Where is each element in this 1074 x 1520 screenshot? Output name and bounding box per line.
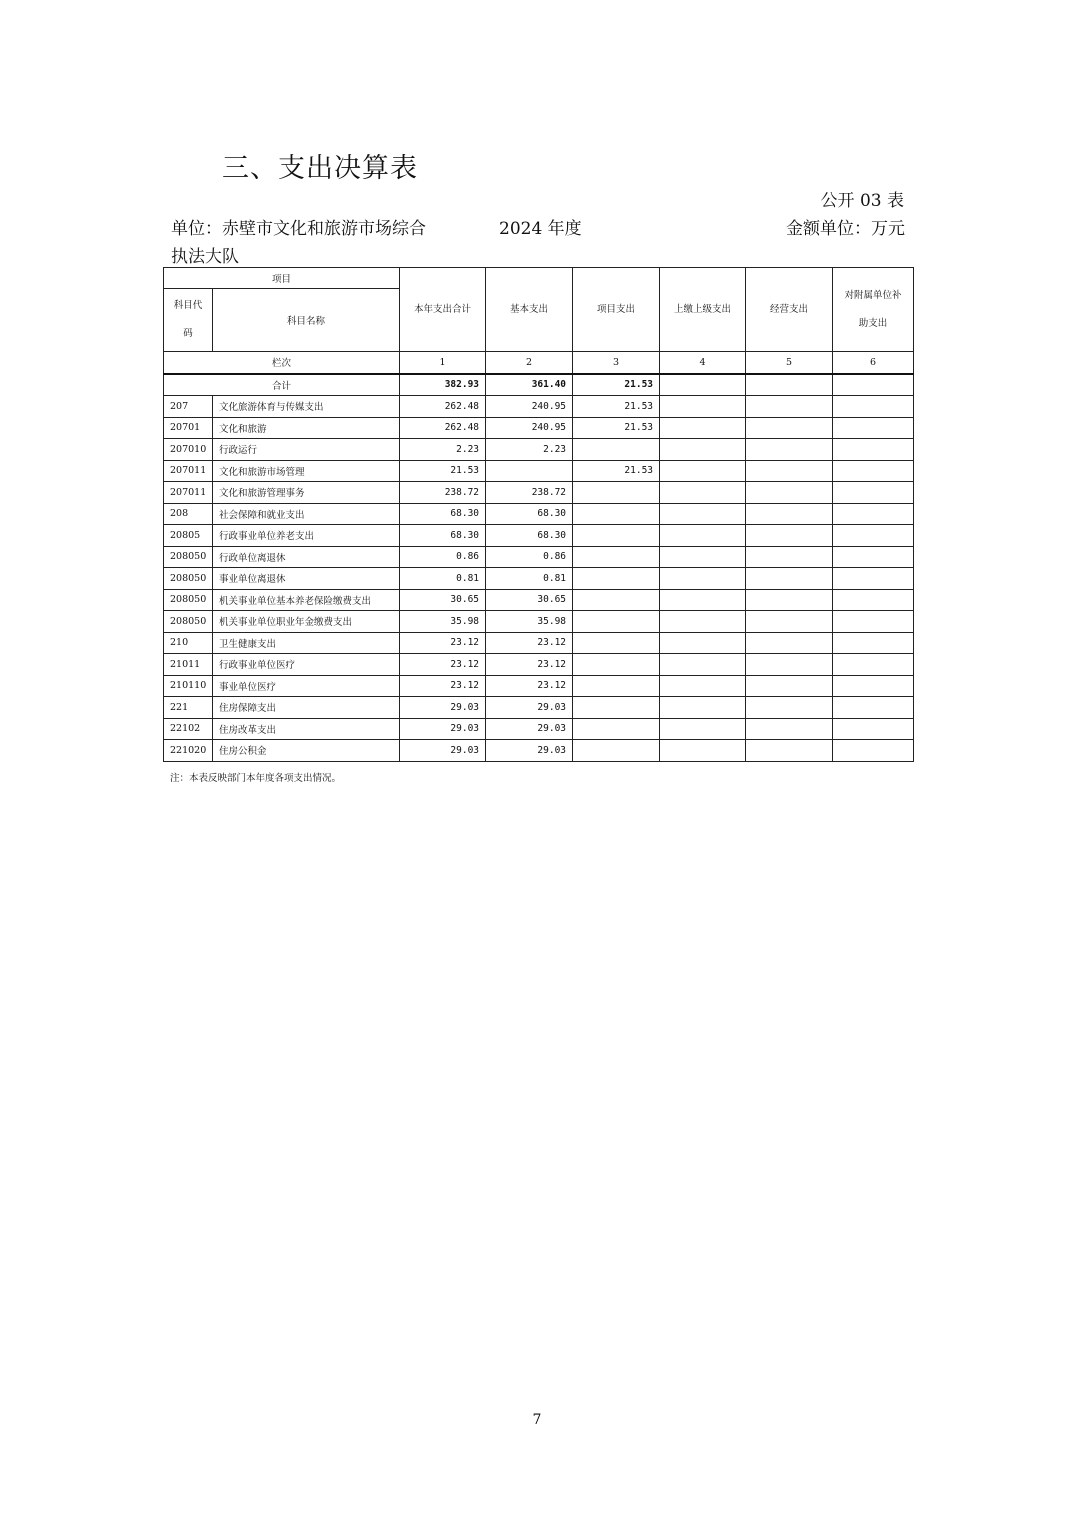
row-basic: 240.95: [486, 396, 573, 418]
row-subsidy: [833, 654, 914, 676]
row-subsidy: [833, 568, 914, 590]
header-upper-payment: 上缴上级支出: [660, 268, 746, 352]
table-row: [164, 417, 914, 439]
table-row: [164, 546, 914, 568]
row-subsidy: [833, 611, 914, 633]
row-business: [746, 482, 833, 504]
row-project: [573, 503, 660, 525]
row-upper: [660, 482, 746, 504]
column-number-3: 3: [573, 352, 660, 374]
header-total: 本年支出合计: [400, 268, 486, 352]
row-basic: 240.95: [486, 417, 573, 439]
row-code: 207011: [164, 482, 213, 504]
header-project: 项目: [164, 268, 400, 289]
row-upper: [660, 654, 746, 676]
row-upper: [660, 568, 746, 590]
row-name: 机关事业单位基本养老保险缴费支出: [213, 589, 400, 611]
row-total: 30.65: [400, 589, 486, 611]
row-name: 行政单位离退休: [213, 546, 400, 568]
row-total: 23.12: [400, 654, 486, 676]
row-upper: [660, 718, 746, 740]
row-total: 262.48: [400, 396, 486, 418]
row-project: 21.53: [573, 460, 660, 482]
table-row: [164, 654, 914, 676]
row-upper: [660, 546, 746, 568]
column-label: 栏次: [164, 352, 400, 374]
total-row: [164, 374, 914, 396]
table-note: 注：本表反映部门本年度各项支出情况。: [170, 773, 342, 784]
total-amount: 382.93: [400, 374, 486, 396]
row-total: 0.86: [400, 546, 486, 568]
row-name: 住房公积金: [213, 740, 400, 762]
row-code: 207010: [164, 439, 213, 461]
table-row: [164, 460, 914, 482]
header-name: 科目名称: [213, 289, 400, 352]
total-subsidy: [833, 374, 914, 396]
row-total: 21.53: [400, 460, 486, 482]
row-total: 2.23: [400, 439, 486, 461]
row-business: [746, 718, 833, 740]
row-basic: 0.86: [486, 546, 573, 568]
row-total: 68.30: [400, 525, 486, 547]
total-basic: 361.40: [486, 374, 573, 396]
table-row: [164, 503, 914, 525]
row-name: 行政事业单位医疗: [213, 654, 400, 676]
row-upper: [660, 396, 746, 418]
row-basic: 0.81: [486, 568, 573, 590]
row-business: [746, 417, 833, 439]
table-row: [164, 396, 914, 418]
row-upper: [660, 632, 746, 654]
row-name: 社会保障和就业支出: [213, 503, 400, 525]
row-basic: [486, 460, 573, 482]
unit-name: 单位：赤壁市文化和旅游市场综合: [171, 219, 426, 239]
row-project: [573, 654, 660, 676]
column-number-5: 5: [746, 352, 833, 374]
row-upper: [660, 675, 746, 697]
table-row: [164, 482, 914, 504]
table-row: [164, 568, 914, 590]
row-project: [573, 675, 660, 697]
row-business: [746, 546, 833, 568]
row-project: [573, 718, 660, 740]
table-row: [164, 697, 914, 719]
row-subsidy: [833, 417, 914, 439]
header-subsidy: 对附属单位补助支出: [833, 268, 914, 352]
row-basic: 23.12: [486, 632, 573, 654]
row-basic: 23.12: [486, 654, 573, 676]
header-code: 科目代码: [164, 289, 213, 352]
row-name: 事业单位离退休: [213, 568, 400, 590]
row-total: 29.03: [400, 718, 486, 740]
row-business: [746, 568, 833, 590]
row-business: [746, 396, 833, 418]
row-basic: 2.23: [486, 439, 573, 461]
row-subsidy: [833, 718, 914, 740]
header-basic: 基本支出: [486, 268, 573, 352]
row-basic: 23.12: [486, 675, 573, 697]
row-code: 21011: [164, 654, 213, 676]
row-code: 221: [164, 697, 213, 719]
row-basic: 238.72: [486, 482, 573, 504]
row-basic: 29.03: [486, 697, 573, 719]
row-subsidy: [833, 460, 914, 482]
row-total: 68.30: [400, 503, 486, 525]
row-code: 221020: [164, 740, 213, 762]
column-number-2: 2: [486, 352, 573, 374]
row-total: 29.03: [400, 697, 486, 719]
row-upper: [660, 525, 746, 547]
row-project: [573, 589, 660, 611]
row-code: 210: [164, 632, 213, 654]
row-project: [573, 546, 660, 568]
header-row-project: [164, 268, 914, 289]
form-number: 公开 03 表: [820, 191, 904, 211]
row-subsidy: [833, 439, 914, 461]
table-row: [164, 632, 914, 654]
row-project: [573, 697, 660, 719]
row-subsidy: [833, 503, 914, 525]
row-upper: [660, 740, 746, 762]
row-total: 23.12: [400, 675, 486, 697]
row-code: 22102: [164, 718, 213, 740]
row-upper: [660, 589, 746, 611]
total-label: 合计: [164, 374, 400, 396]
row-business: [746, 589, 833, 611]
row-project: 21.53: [573, 417, 660, 439]
row-name: 文化旅游体育与传媒支出: [213, 396, 400, 418]
row-name: 住房改革支出: [213, 718, 400, 740]
row-code: 208050: [164, 568, 213, 590]
row-name: 事业单位医疗: [213, 675, 400, 697]
row-subsidy: [833, 697, 914, 719]
column-number-row: [164, 352, 914, 374]
column-number-4: 4: [660, 352, 746, 374]
table-row: [164, 611, 914, 633]
column-number-1: 1: [400, 352, 486, 374]
row-basic: 29.03: [486, 718, 573, 740]
row-subsidy: [833, 589, 914, 611]
row-total: 23.12: [400, 632, 486, 654]
table-row: [164, 718, 914, 740]
row-total: 35.98: [400, 611, 486, 633]
row-business: [746, 697, 833, 719]
row-basic: 29.03: [486, 740, 573, 762]
row-upper: [660, 697, 746, 719]
row-code: 20701: [164, 417, 213, 439]
column-number-6: 6: [833, 352, 914, 374]
row-name: 文化和旅游管理事务: [213, 482, 400, 504]
row-basic: 68.30: [486, 525, 573, 547]
row-subsidy: [833, 482, 914, 504]
row-name: 住房保障支出: [213, 697, 400, 719]
row-code: 210110: [164, 675, 213, 697]
row-subsidy: [833, 675, 914, 697]
table-row: [164, 525, 914, 547]
row-business: [746, 460, 833, 482]
total-upper: [660, 374, 746, 396]
row-upper: [660, 417, 746, 439]
row-subsidy: [833, 546, 914, 568]
row-project: [573, 482, 660, 504]
row-subsidy: [833, 740, 914, 762]
table-row: [164, 740, 914, 762]
row-total: 262.48: [400, 417, 486, 439]
row-project: [573, 568, 660, 590]
row-project: [573, 740, 660, 762]
row-name: 机关事业单位职业年金缴费支出: [213, 611, 400, 633]
row-business: [746, 439, 833, 461]
row-subsidy: [833, 632, 914, 654]
row-basic: 30.65: [486, 589, 573, 611]
row-business: [746, 503, 833, 525]
row-code: 207011: [164, 460, 213, 482]
row-name: 文化和旅游: [213, 417, 400, 439]
fiscal-year: 2024 年度: [499, 219, 582, 239]
money-unit: 金额单位：万元: [786, 219, 905, 239]
row-business: [746, 654, 833, 676]
row-name: 卫生健康支出: [213, 632, 400, 654]
row-project: [573, 525, 660, 547]
page-number: 7: [532, 1412, 542, 1428]
row-business: [746, 611, 833, 633]
row-project: 21.53: [573, 396, 660, 418]
row-subsidy: [833, 396, 914, 418]
row-project: [573, 439, 660, 461]
unit-name-continued: 执法大队: [171, 247, 239, 267]
row-name: 文化和旅游市场管理: [213, 460, 400, 482]
row-code: 207: [164, 396, 213, 418]
total-business: [746, 374, 833, 396]
page-title: 三、支出决算表: [222, 153, 418, 184]
row-upper: [660, 503, 746, 525]
row-name: 行政运行: [213, 439, 400, 461]
total-project: 21.53: [573, 374, 660, 396]
row-subsidy: [833, 525, 914, 547]
table-row: [164, 675, 914, 697]
row-project: [573, 611, 660, 633]
row-business: [746, 632, 833, 654]
row-code: 208050: [164, 589, 213, 611]
table-row: [164, 439, 914, 461]
row-code: 208050: [164, 546, 213, 568]
table-row: [164, 589, 914, 611]
row-project: [573, 632, 660, 654]
header-business: 经营支出: [746, 268, 833, 352]
row-total: 238.72: [400, 482, 486, 504]
expenditure-table: [163, 267, 914, 762]
row-basic: 35.98: [486, 611, 573, 633]
row-business: [746, 525, 833, 547]
row-code: 208050: [164, 611, 213, 633]
row-upper: [660, 439, 746, 461]
row-name: 行政事业单位养老支出: [213, 525, 400, 547]
row-upper: [660, 611, 746, 633]
row-total: 0.81: [400, 568, 486, 590]
row-basic: 68.30: [486, 503, 573, 525]
header-project-expenditure: 项目支出: [573, 268, 660, 352]
row-code: 20805: [164, 525, 213, 547]
row-business: [746, 740, 833, 762]
unit-info-row: [171, 214, 905, 238]
row-business: [746, 675, 833, 697]
row-upper: [660, 460, 746, 482]
row-code: 208: [164, 503, 213, 525]
row-total: 29.03: [400, 740, 486, 762]
